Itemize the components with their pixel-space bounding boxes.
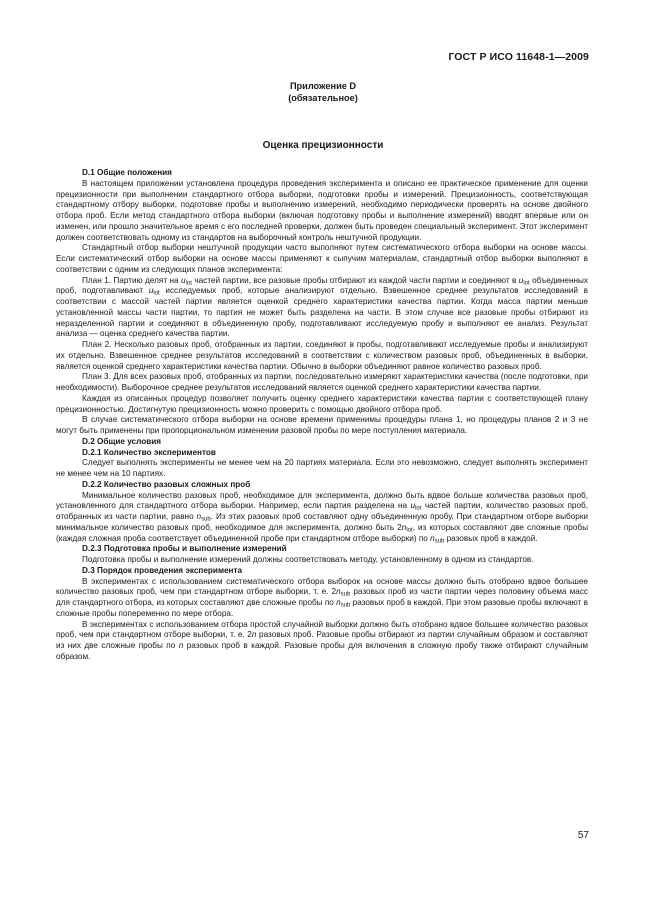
page-title: Оценка прецизионности — [262, 140, 384, 151]
paragraph: План 1. Партию делят на $u_{lot}$ частей партии, все разовые пробы отбирают из каждой части партии и соединяют в $u_{lot}$ объединенных проб, подготавливают $u_{lot}$ исследуемых проб, которые анализируют отдельно. Взвешенное среднее результатов исследований в соответствии с массой частей партии является оценкой среднего характеристики качества партии. Когда масса партии меньше установленной массы части партии, то партия не может быть разделена на части. В этом случае все разовые пробы отбирают из неразделенной партии и соединяют в объединенную пробу, подготавливают исследуемую пробу и выполняют ее анализ. Результат анализа — оценка среднего качества партии. — [56, 275, 589, 339]
paragraph: Подготовка пробы и выполнение измерений должны соответствовать методу, установленному в одном из стандартов. — [82, 555, 534, 564]
standard-designation: ГОСТ Р ИСО 11648-1—2009 — [448, 51, 589, 63]
annex-label: Приложение D — [289, 81, 357, 91]
document-body — [56, 168, 588, 663]
paragraph: План 3. Для всех разовых проб, отобранных из партии, последовательно измеряют характеристики качества (после подготовки, при необходимости). Выборочное среднее результатов исследований является оценкой среднего характеристики качества партии. — [56, 372, 588, 392]
page-number: 57 — [577, 830, 589, 841]
paragraph: В случае систематического отбора выборки на основе времени применимы процедуры плана 1, но процедуры планов 2 и 3 не могут быть применены при пропорциональном изменении разовой пробы по мере поступления материала. — [56, 415, 588, 435]
paragraph: Стандартный отбор выборки нештучной продукции часто выполняют путем систематического отбора выборки на основе массы. Если систематический отбор выборки на основе массы применяют к сыпучим материалам, стандартный отбор выборки выполняют в соответствии с одним из следующих планов эксперимента: — [56, 243, 588, 274]
paragraph: В настоящем приложении установлена процедура проведения эксперимента и описано ее практическое применение для оценки прецизионности при выполнении стандартного отбора выборки, подготовки пробы и измерений. Прецизионность, соответствующая стандартному отбору выборки, подготовке пробы и выполнению измерений, необходимо периодически проверять на основе двойного отбора проб. Если метод стандартного отбора выборки (включая подготовку пробы и выполнение измерений) вводят впервые или он изменен, или прошло значительное время с его последней проверки, должен быть проведен специальный эксперимент. Этот эксперимент должен соответствовать одному из стандартов на выборочный контроль нештучной продукции. — [56, 178, 588, 242]
paragraph: Следует выполнять эксперименты не менее чем на 20 партиях материала. Если это невозможно, следует выполнять эксперимент не менее чем на 10 партиях. — [56, 458, 588, 478]
section-heading: D.2 Общие условия — [82, 436, 162, 446]
paragraph: План 2. Несколько разовых проб, отобранных из партии, соединяют в пробы, подготавливают исследуемые пробы и анализируют их отдельно. Взвешенное среднее результатов исследований в соответствии с количеством разовых проб, объединенных в выборки, является оценкой среднего характеристики качества партии. Обычно в выборки объединяют равное количество разовых проб. — [56, 340, 588, 371]
subsection-heading: D.2.3 Подготовка пробы и выполнение измерений — [82, 544, 287, 554]
annex-status: (обязательное) — [288, 93, 358, 103]
subsection-heading: D.2.2 Количество разовых сложных проб — [82, 479, 251, 489]
section-heading: D.3 Порядок проведения эксперимента — [82, 565, 243, 575]
paragraph: Минимальное количество разовых проб, необходимое для эксперимента, должно быть вдвое больше количества разовых проб, установленного для стандартного отбора выборки. Например, если партия разделена на $u_{lot}$ частей партии, количество разовых проб, отобранных из части партии, равно $n_{sub}$. Из этих разовых проб составляют одну объединенную пробу. При стандартном отборе выборки минимальное количество разовых проб, необходимое для эксперимента, должно быть $2n_{lot}$, из которых составляют две сложные пробы (каждая сложная проба соответствует объединенной пробе при стандартном отборе выборки) по $n_{sub}$ разовых проб в каждой. — [56, 490, 588, 544]
paragraph: В экспериментах с использованием отбора простой случайной выборки должно быть отобрано вдвое большее количество разовых проб, чем при стандартном отборе выборки, т. е. 2n разовых проб. Разовые пробы отбирают из партии случайным образом и составляют из них две сложные пробы по n разовых проб в каждой. Разовые пробы для включения в сложную пробу также отбирают случайным образом. — [56, 619, 588, 661]
paragraph: Каждая из описанных процедур позволяет получить оценку среднего характеристики качества партии с соответствующей плану прецизионностью. Достигнутую прецизионность можно проверить с помощью двойного отбора проб. — [56, 393, 588, 414]
subsection-heading: D.2.1 Количество экспериментов — [82, 447, 216, 457]
section-heading: D.1 Общие положения — [82, 168, 172, 177]
annex-heading — [0, 80, 646, 104]
paragraph: В экспериментах с использованием систематического отбора выборок на основе массы должно быть отобрано вдвое большее количество разовых проб, чем при стандартном отборе выборки, т. е. $2n_{sub}$ разовых проб из части партии через половину объема масс для стандартного отбора, из которых составляют две сложные пробы по $n_{sub}$ разовых проб в каждой. При этом разовые пробы включают в сложные пробы попеременно по мере отбора. — [56, 576, 589, 618]
